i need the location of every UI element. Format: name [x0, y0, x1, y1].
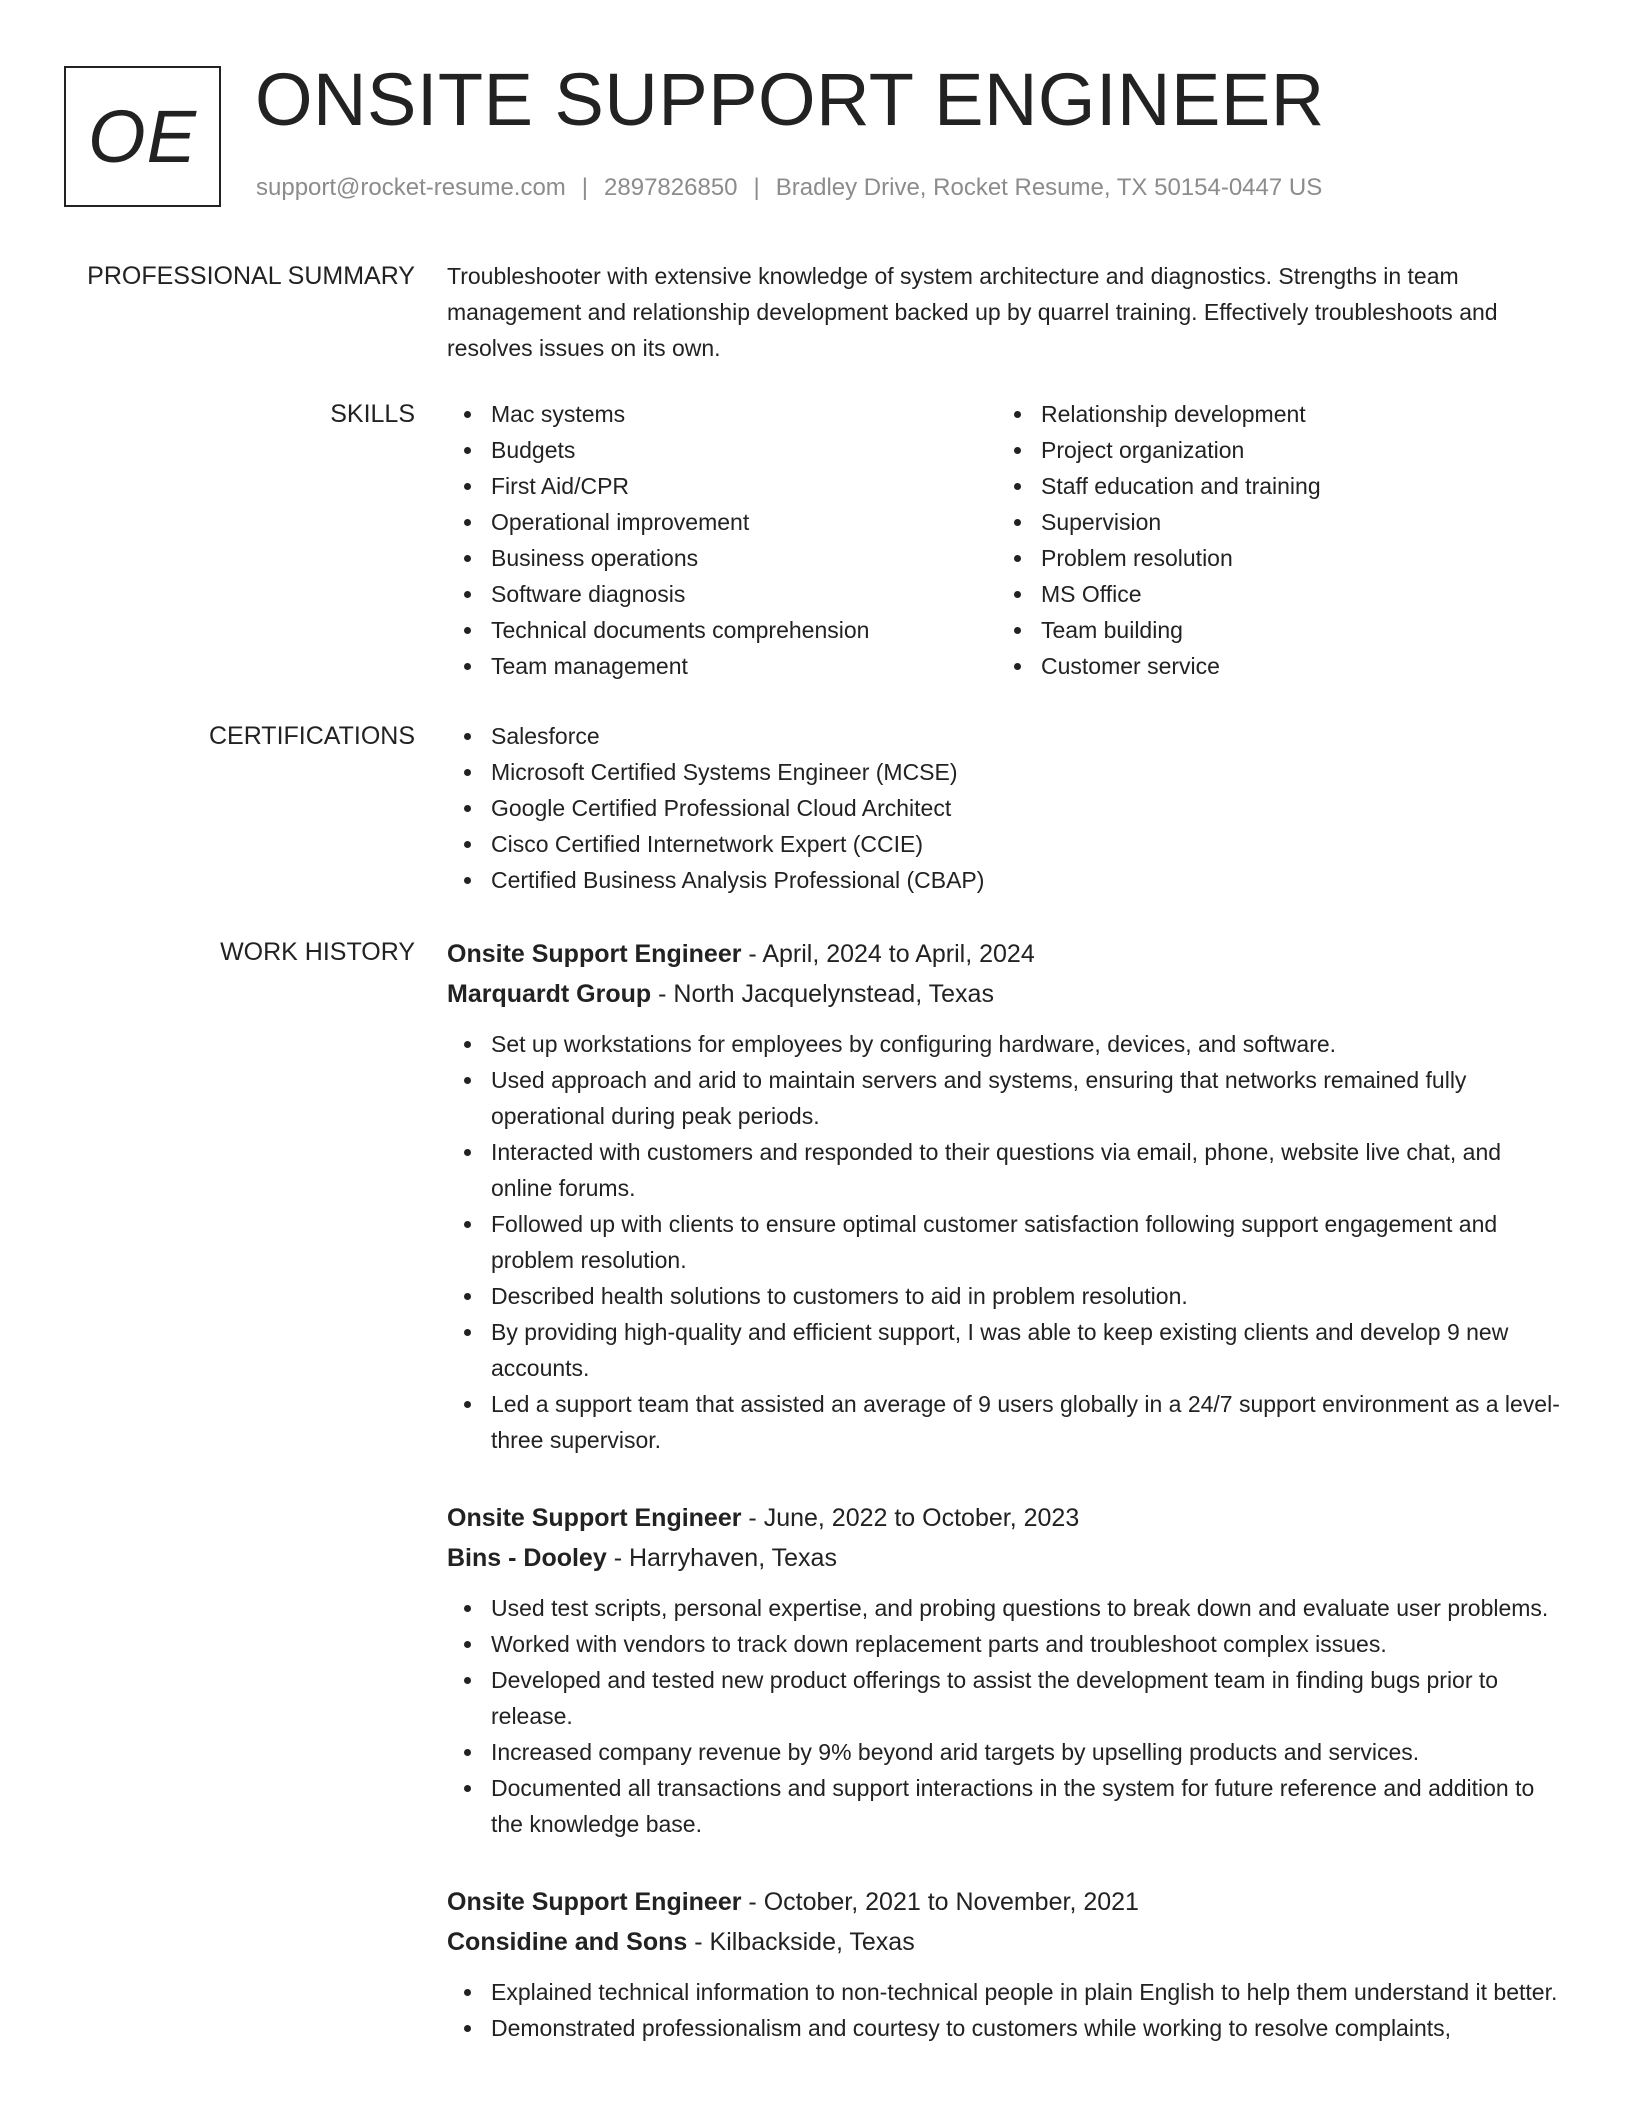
- job-dates: - October, 2021 to November, 2021: [741, 1888, 1139, 1916]
- skills-heading: SKILLS: [330, 400, 415, 428]
- job-dates: - April, 2024 to April, 2024: [741, 940, 1035, 968]
- list-item: Certified Business Analysis Professional (CBAP): [447, 862, 1567, 898]
- monogram-initials: OE: [88, 95, 197, 178]
- job-company-line: [447, 974, 1567, 1014]
- list-item: Interacted with customers and responded to their questions via email, phone, website live chat, and online forums.: [447, 1134, 1567, 1206]
- skills-body: [447, 396, 1567, 684]
- list-item: Described health solutions to customers to aid in problem resolution.: [447, 1278, 1567, 1314]
- list-item: Led a support team that assisted an average of 9 users globally in a 24/7 support environment as a level-three supervisor.: [447, 1386, 1567, 1458]
- job-company: Considine and Sons: [447, 1928, 688, 1956]
- list-item: Operational improvement: [447, 504, 997, 540]
- list-item: Demonstrated professionalism and courtesy to customers while working to resolve complaints,: [447, 2010, 1567, 2046]
- list-item: Team building: [997, 612, 1547, 648]
- job-company: Bins - Dooley: [447, 1544, 607, 1572]
- list-item: Budgets: [447, 432, 997, 468]
- contact-separator: |: [753, 174, 760, 201]
- job-company: Marquardt Group: [447, 980, 652, 1008]
- contact-phone[interactable]: 2897826850: [604, 174, 738, 201]
- list-item: Documented all transactions and support interactions in the system for future reference and addition to the knowledge base.: [447, 1770, 1567, 1842]
- list-item: MS Office: [997, 576, 1547, 612]
- resume-name: ONSITE SUPPORT ENGINEER: [255, 58, 1325, 141]
- job-bullets: [447, 1974, 1567, 2046]
- job-bullets: [447, 1590, 1567, 1842]
- list-item: Salesforce: [447, 718, 1567, 754]
- list-item: Increased company revenue by 9% beyond arid targets by upselling products and services.: [447, 1734, 1567, 1770]
- list-item: Set up workstations for employees by configuring hardware, devices, and software.: [447, 1026, 1567, 1062]
- list-item: Problem resolution: [997, 540, 1547, 576]
- contact-separator: |: [581, 174, 589, 201]
- job-location: - Kilbackside, Texas: [687, 1928, 915, 1956]
- contact-line: [256, 174, 1322, 202]
- certifications-heading: CERTIFICATIONS: [208, 722, 415, 750]
- list-item: By providing high-quality and efficient support, I was able to keep existing clients and develop 9 new accounts.: [447, 1314, 1567, 1386]
- job-title-line: [447, 1498, 1567, 1538]
- list-item: Mac systems: [447, 396, 997, 432]
- contact-address: Bradley Drive, Rocket Resume, TX 50154-0447 US: [775, 174, 1323, 201]
- skills-list-left: [447, 396, 997, 684]
- job-title-line: [447, 1882, 1567, 1922]
- list-item: Business operations: [447, 540, 997, 576]
- list-item: Cisco Certified Internetwork Expert (CCIE): [447, 826, 1567, 862]
- job-entry: [447, 934, 1567, 1458]
- list-item: Developed and tested new product offerings to assist the development team in finding bugs prior to release.: [447, 1662, 1567, 1734]
- list-item: Technical documents comprehension: [447, 612, 997, 648]
- work-history-heading: WORK HISTORY: [220, 938, 415, 966]
- list-item: First Aid/CPR: [447, 468, 997, 504]
- list-item: Used approach and arid to maintain servers and systems, ensuring that networks remained fully operational during peak periods.: [447, 1062, 1567, 1134]
- list-item: Customer service: [997, 648, 1547, 684]
- list-item: Used test scripts, personal expertise, and probing questions to break down and evaluate user problems.: [447, 1590, 1567, 1626]
- list-item: Google Certified Professional Cloud Architect: [447, 790, 1567, 826]
- list-item: Project organization: [997, 432, 1547, 468]
- job-title: Onsite Support Engineer: [447, 1504, 742, 1532]
- job-entry: [447, 1498, 1567, 1842]
- job-location: - North Jacquelynstead, Texas: [651, 980, 994, 1008]
- list-item: Followed up with clients to ensure optimal customer satisfaction following support engagement and problem resolution.: [447, 1206, 1567, 1278]
- summary-text: Troubleshooter with extensive knowledge of system architecture and diagnostics. Strengths in team management and relationship development backed up by quarrel training. Effectively troubleshoots and resolves issues on its own.: [447, 263, 1498, 361]
- list-item: Team management: [447, 648, 997, 684]
- list-item: Microsoft Certified Systems Engineer (MCSE): [447, 754, 1567, 790]
- job-title: Onsite Support Engineer: [447, 1888, 742, 1916]
- list-item: Supervision: [997, 504, 1547, 540]
- contact-email[interactable]: support@rocket-resume.com: [256, 174, 566, 201]
- job-title: Onsite Support Engineer: [447, 940, 742, 968]
- certifications-list: [447, 718, 1567, 898]
- list-item: Worked with vendors to track down replacement parts and troubleshoot complex issues.: [447, 1626, 1567, 1662]
- job-bullets: [447, 1026, 1567, 1458]
- list-item: Explained technical information to non-technical people in plain English to help them understand it better.: [447, 1974, 1567, 2010]
- job-company-line: [447, 1538, 1567, 1578]
- skills-list-right: [997, 396, 1547, 684]
- certifications-body: [447, 718, 1567, 898]
- list-item: Software diagnosis: [447, 576, 997, 612]
- work-history-body: [447, 934, 1567, 2086]
- job-location: - Harryhaven, Texas: [606, 1544, 837, 1572]
- monogram-box: [64, 66, 221, 207]
- list-item: Relationship development: [997, 396, 1547, 432]
- job-entry: [447, 1882, 1567, 2046]
- job-dates: - June, 2022 to October, 2023: [741, 1504, 1080, 1532]
- list-item: Staff education and training: [997, 468, 1547, 504]
- job-title-line: [447, 934, 1567, 974]
- summary-heading: PROFESSIONAL SUMMARY: [87, 262, 415, 290]
- job-company-line: [447, 1922, 1567, 1962]
